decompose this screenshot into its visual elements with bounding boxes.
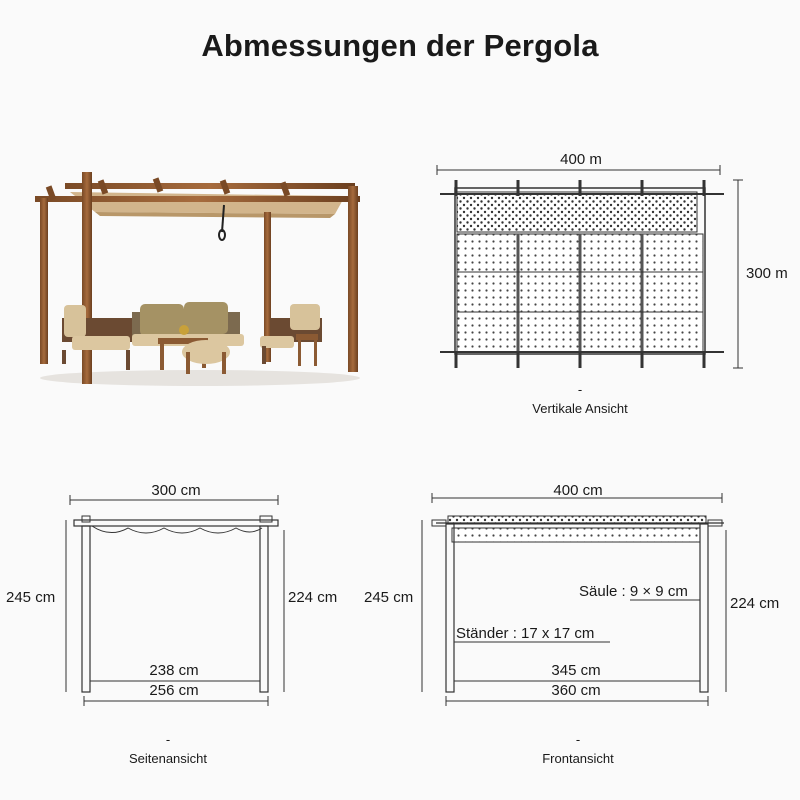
vertical-view-marker: -	[577, 382, 583, 397]
front-view-height-total: 245 cm	[364, 589, 414, 606]
page-title: Abmessungen der Pergola	[201, 28, 599, 63]
vertical-view-drawing	[437, 165, 743, 368]
vertical-view-depth-label: 300 m	[746, 265, 788, 282]
side-view-inner-width: 238 cm	[149, 662, 199, 679]
front-view-stand-label: Ständer : 17 x 17 cm	[456, 625, 595, 642]
front-view-inner-width: 345 cm	[551, 662, 601, 679]
pergola-photo	[35, 172, 360, 386]
front-view-outer-width: 360 cm	[551, 682, 601, 699]
front-view-post-label: Säule : 9 × 9 cm	[579, 583, 688, 600]
side-view-caption: Seitenansicht	[128, 751, 208, 766]
side-view-height-total: 245 cm	[6, 589, 56, 606]
side-view-marker: -	[165, 732, 171, 747]
front-view-width-label: 400 cm	[553, 482, 603, 499]
vertical-view-caption: Vertikale Ansicht	[532, 401, 628, 416]
side-view-width-label: 300 cm	[151, 482, 201, 499]
side-view-outer-width: 256 cm	[149, 682, 199, 699]
vertical-view-width-label: 400 m	[560, 151, 602, 168]
front-view-height-inner: 224 cm	[730, 595, 780, 612]
side-view-height-inner: 224 cm	[288, 589, 338, 606]
front-view-marker: -	[575, 732, 581, 747]
front-view-caption: Frontansicht	[542, 751, 614, 766]
